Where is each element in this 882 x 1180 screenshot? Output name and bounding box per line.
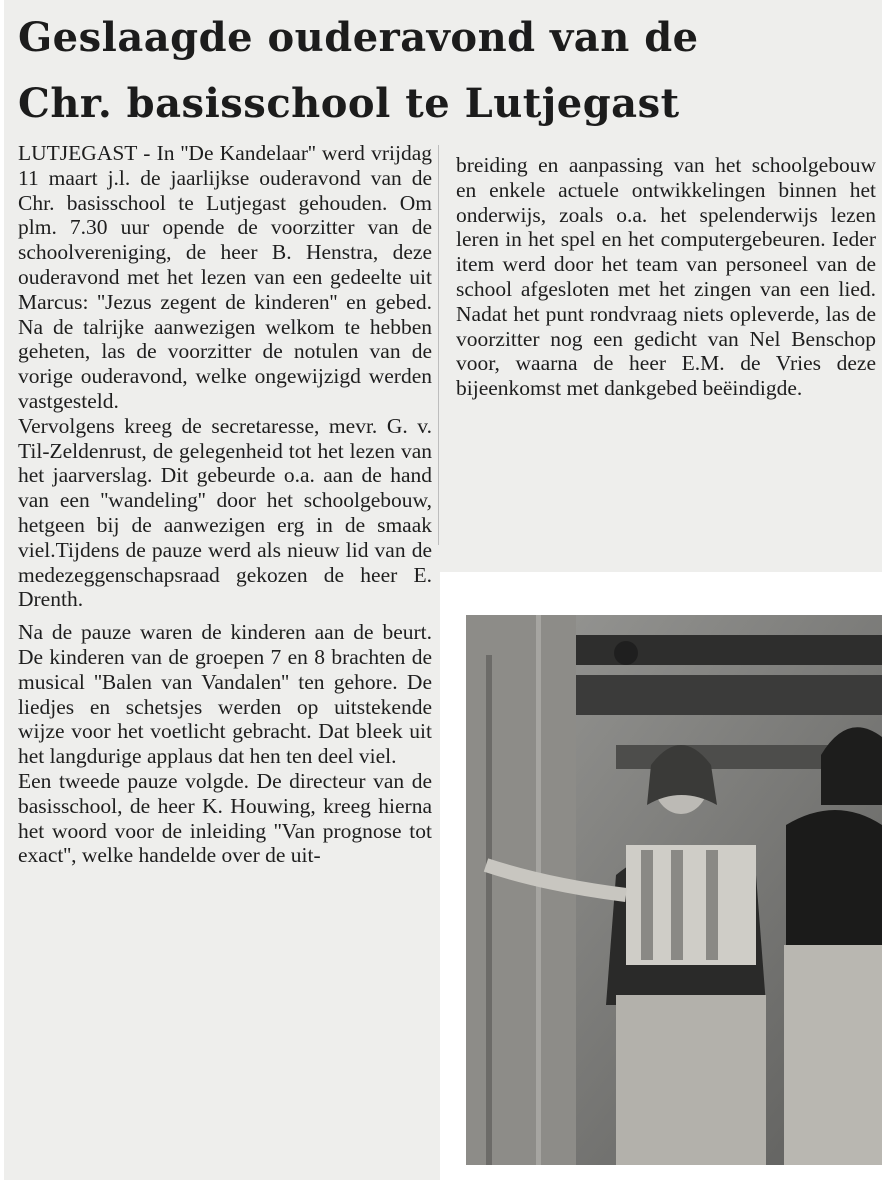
column-divider	[438, 145, 439, 545]
headline-line-1: Geslaagde ouderavond van de	[18, 14, 699, 61]
paragraph-4: Een tweede pauze volgde. De directeur van de basisschool, de heer K. Houwing, kreeg hierna het woord voor de inleiding ''Van prognose tot exact'', welke handelde over de uit-	[18, 768, 432, 868]
paragraph-3: Na de pauze waren de kinderen aan de beurt. De kinderen van de groepen 7 en 8 brachten de musical ''Balen van Vandalen'' ten gehore. De liedjes en schetsjes werden op uitstekende wijze voor het voetlicht gebracht. Dat bleek uit het langdurige applaus dat hen ten deel viel.	[18, 620, 432, 769]
paragraph-2: Vervolgens kreeg de secretaresse, mevr. G. v. Til-Zeldenrust, de gelegenheid tot het lezen van het jaarverslag. Dit gebeurde o.a. aan de hand van een ''wandeling'' door het schoolgebouw, hetgeen bij de aanwezigen erg in de smaak viel.Tijdens de pauze werd als nieuw lid van de medezeggenschapsraad gekozen de heer E. Drenth.	[18, 413, 432, 612]
paragraph-5: breiding en aanpassing van het schoolgebouw en enkele actuele ontwikkelingen binnen het onderwijs, zoals o.a. het spelenderwijs lezen leren in het spel en het computergebeuren. Ieder item werd door het team van personeel van de school afgesloten met het zingen van een lied. Nadat het punt rondvraag niets opleverde, las de voorzitter nog een gedicht van Nel Benschop voor, waarna de heer E.M. de Vries deze bijeenkomst met dankgebed beëindigde.	[456, 153, 876, 401]
headline-line-2: Chr. basisschool te Lutjegast	[18, 80, 680, 127]
article-column-2	[456, 153, 876, 401]
performers-photo	[466, 615, 882, 1165]
article-column-1	[18, 141, 432, 868]
paragraph-1: LUTJEGAST - In ''De Kandelaar'' werd vrijdag 11 maart j.l. de jaarlijkse ouderavond van de Chr. basisschool te Lutjegast gehouden. Om plm. 7.30 uur opende de voorzitter van de schoolvereniging, de heer B. Henstra, deze ouderavond met het lezen van een gedeelte uit Marcus: ''Jezus zegent de kinderen'' en gebed. Na de talrijke aanwezigen welkom te hebben geheten, las de voorzitter de notulen van de vorige ouderavond, welke ongewijzigd werden vastgesteld.	[18, 141, 432, 413]
photo-of-performers-with-accordion-icon	[466, 615, 882, 1165]
